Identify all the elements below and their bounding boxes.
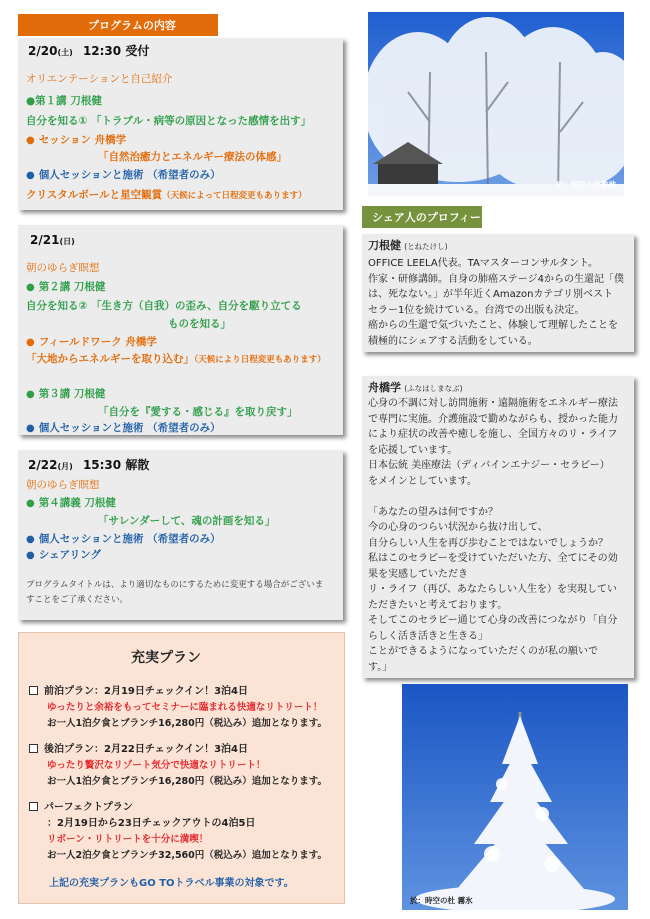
- day2-item-7: （天候により日程変更もあります）: [194, 355, 326, 365]
- day2-date-line: [30, 233, 75, 249]
- day3-item-4-row: [26, 532, 221, 547]
- share-header: シェア人のプロフィー: [362, 206, 482, 228]
- day2-item-10-row: [26, 421, 221, 436]
- bullet-icon: ●: [26, 534, 35, 545]
- day2-item-2: 第２講 刀根健: [38, 281, 106, 293]
- day2-card: [18, 225, 343, 435]
- day3-time: 15:30 解散: [82, 458, 150, 472]
- plan-3-catch: リボーン・リトリートを十分に満喫！: [47, 834, 209, 845]
- profile2-line: ただきたいと考えております。: [368, 599, 508, 611]
- day1-item-3: 自分を知る① 「トラブル・病等の原因となった感情を出す」: [26, 115, 312, 127]
- profile2-line: 日本伝統 美座療法（ディバインエナジー・セラピー）: [368, 460, 610, 471]
- day2-item-10: 個人セッションと施術 （希望者のみ）: [38, 422, 221, 434]
- program-note-line: すことをご了承ください。: [26, 595, 129, 605]
- day1-date-line: [28, 44, 149, 60]
- plan-1-head-row: [29, 685, 248, 699]
- day1-item-6: 個人セッションと施術 （希望者のみ）: [38, 169, 221, 181]
- day3-item-5-row: [26, 548, 101, 563]
- day1-weekday: (土): [57, 48, 73, 57]
- snow-forest-image: [368, 12, 624, 196]
- day1-item-6-row: [26, 168, 221, 183]
- bullet-icon: ●: [26, 550, 35, 561]
- profile1-line: は、死なない。」が半年近くAmazonカテゴリ別ベスト: [368, 289, 614, 300]
- profile2-line: 「あなたの望みは何ですか？: [368, 506, 498, 518]
- profile2-line: により症状の改善や癒しを施し、全国方々のリ・ライフ: [368, 429, 618, 440]
- snow-forest-photo: [368, 12, 624, 196]
- profile1-name-row: [368, 238, 448, 255]
- day1-item-7-row: [26, 188, 307, 203]
- bullet-icon: ●: [26, 135, 35, 146]
- day1-item-5: 「自然治癒力とエネルギー療法の体感」: [98, 151, 287, 163]
- day2-item-6: 「大地からエネルギーを取り込む」: [26, 353, 194, 365]
- profile2-name-row: [368, 380, 463, 397]
- profile2-line: 果を実感していただき: [368, 568, 468, 580]
- day3-item-5: シェアリング: [38, 549, 101, 561]
- frosted-tree-photo: [402, 684, 628, 910]
- profile2-line: リ・ライフ（再び、あなたらしい人生を）を実現してい: [368, 584, 617, 595]
- profile1-line: OFFICE LEELA代表。TAマスターコンサルタント。: [368, 258, 599, 269]
- photo1-caption: 於：時空の杜敷地: [556, 180, 616, 189]
- profile2-line: らしく活き活きと生きる」: [368, 630, 488, 642]
- day3-weekday: (月): [57, 462, 73, 471]
- profile1-bio: [368, 256, 624, 349]
- day1-item-8: （天候によって日程変更もあります）: [162, 191, 307, 201]
- day3-item-1: 朝のゆらぎ瞑想: [26, 479, 100, 491]
- checkbox-icon: [29, 802, 38, 811]
- plan-3-head2: ：2月19日から23日チェックアウトの4泊5日: [47, 818, 256, 829]
- plan-2-price: お一人1泊夕食とブランチ16,280円（税込み）追加となります。: [47, 776, 328, 787]
- day2-item-5-row: [26, 335, 157, 350]
- day2-item-4: ものを知る」: [168, 318, 231, 330]
- plan-1-catch: ゆったりと余裕をもってセミナーに臨まれる快適なリトリート！: [47, 702, 323, 713]
- checkbox-icon: [29, 686, 38, 695]
- day2-item-8-row: [26, 387, 105, 402]
- day2-item-9: 「自分を『愛する・感じる』を取り戻す」: [98, 406, 298, 418]
- profile1-line: 作家・研修講師。自身の肺癌ステージ4からの生還記「僕: [368, 273, 624, 285]
- profile2-line: 私はこのセラピーを受けていただいた方、全てにその効: [368, 553, 618, 564]
- plan-3-head: パーフェクトプラン: [44, 802, 133, 813]
- day1-time: 12:30 受付: [82, 44, 150, 58]
- day1-item-4-row: [26, 133, 126, 148]
- day1-card: [18, 38, 343, 210]
- day1-date: 2/20: [28, 44, 58, 58]
- day3-item-2-row: [26, 496, 116, 511]
- profile2-line: 心身の不調に対し訪問施術・遠隔施術をエネルギー療法: [368, 398, 618, 409]
- frosted-tree-image: [402, 684, 628, 910]
- profile1-card: [362, 234, 634, 352]
- profile2-line: 今の心身のつらい状況から抜け出して、: [368, 522, 548, 533]
- day2-item-3: 自分を知る② 「生き方（自我）の歪み、自分を駆り立てる: [26, 300, 302, 312]
- profile1-line: 積極的にシェアする活動をしている。: [368, 335, 538, 347]
- day3-date-line: [28, 458, 149, 474]
- plans-box: [18, 632, 345, 904]
- day1-item-4: セッション 舟橋学: [38, 134, 127, 146]
- profile2-line: を応援しています。: [368, 444, 458, 456]
- bullet-icon: ●: [26, 498, 35, 509]
- plan-1-price: お一人1泊夕食とブランチ16,280円（税込み）追加となります。: [47, 718, 328, 729]
- plans-footer: 上記の充実プランもGO TOトラベル事業の対象です。: [49, 878, 294, 889]
- spacer: [368, 489, 618, 505]
- profile2-bio: [368, 396, 618, 675]
- plan-3-price: お一人2泊夕食とブランチ32,560円（税込み）追加となります。: [47, 850, 328, 861]
- day2-weekday: (日): [59, 237, 75, 246]
- photo2-caption: 於：時空の杜 霧氷: [410, 896, 473, 905]
- day2-date: 2/21: [30, 233, 60, 247]
- profile1-reading: (とねたけし): [404, 242, 448, 251]
- day2-item-5: フィールドワーク 舟橋学: [38, 336, 157, 348]
- day2-item-8: 第３講 刀根健: [38, 388, 106, 400]
- day1-item-7: クリスタルボールと星空観賞: [26, 189, 163, 201]
- plan-2-head-row: [29, 743, 248, 757]
- profile2-name: 舟橋学: [368, 381, 401, 394]
- profile2-line: す。」: [368, 661, 393, 673]
- plan-3-head-row: [29, 801, 133, 815]
- program-note-line: プログラムタイトルは、より適切なものにするために変更する場合がございま: [26, 580, 324, 590]
- profile2-line: そしてこのセラピー通じて心身の改善につながり「自分: [368, 615, 618, 626]
- profile2-line: で専門に実施。介護施設で勤めながらも、授かった能力: [368, 413, 618, 425]
- bullet-icon: ●: [26, 282, 35, 293]
- plan-2-head: 後泊プラン：2月22日チェックイン！3泊4日: [44, 744, 248, 755]
- profile2-reading: (ふなはしまなぶ): [404, 384, 463, 393]
- day3-item-3: 「サレンダーして、魂の計画を知る」: [98, 515, 276, 527]
- day2-item-1: 朝のゆらぎ瞑想: [26, 262, 100, 274]
- profile2-card: [362, 376, 634, 678]
- day1-item-1: オリエンテーションと自己紹介: [26, 73, 173, 85]
- day3-item-2: 第４講義 刀根健: [38, 497, 116, 509]
- bullet-icon: ●: [26, 337, 35, 348]
- day1-item-2: ●第１講 刀根健: [26, 95, 102, 107]
- bullet-icon: ●: [26, 170, 35, 181]
- profile1-line: 癌からの生還で気づいたこと、体験して理解したことを: [368, 320, 618, 331]
- profile2-line: 自分らしい人生を再び歩むことではないでしょうか？: [368, 537, 608, 549]
- profile1-name: 刀根健: [368, 239, 401, 252]
- day3-card: [18, 450, 343, 620]
- profile2-line: ことができるようになっていただくのが私の願いで: [368, 646, 598, 657]
- day3-date: 2/22: [28, 458, 58, 472]
- plans-title: 充実プラン: [131, 650, 201, 666]
- profile1-line: セラー1位を続けている。台湾での出版も決定。: [368, 304, 585, 316]
- plan-2-catch: ゆったり贅沢なリゾート気分で快適なリトリート！: [47, 760, 266, 771]
- day3-item-4: 個人セッションと施術 （希望者のみ）: [38, 533, 221, 545]
- bullet-icon: ●: [26, 389, 35, 400]
- bullet-icon: ●: [26, 423, 35, 434]
- day2-item-6-row: [26, 352, 326, 367]
- checkbox-icon: [29, 744, 38, 753]
- plan-1-head: 前泊プラン：2月19日チェックイン！3泊4日: [44, 686, 248, 697]
- program-note: [26, 578, 341, 608]
- profile2-line: をメインとしています。: [368, 475, 477, 487]
- day2-item-2-row: [26, 280, 105, 295]
- program-header: プログラムの内容: [18, 14, 218, 36]
